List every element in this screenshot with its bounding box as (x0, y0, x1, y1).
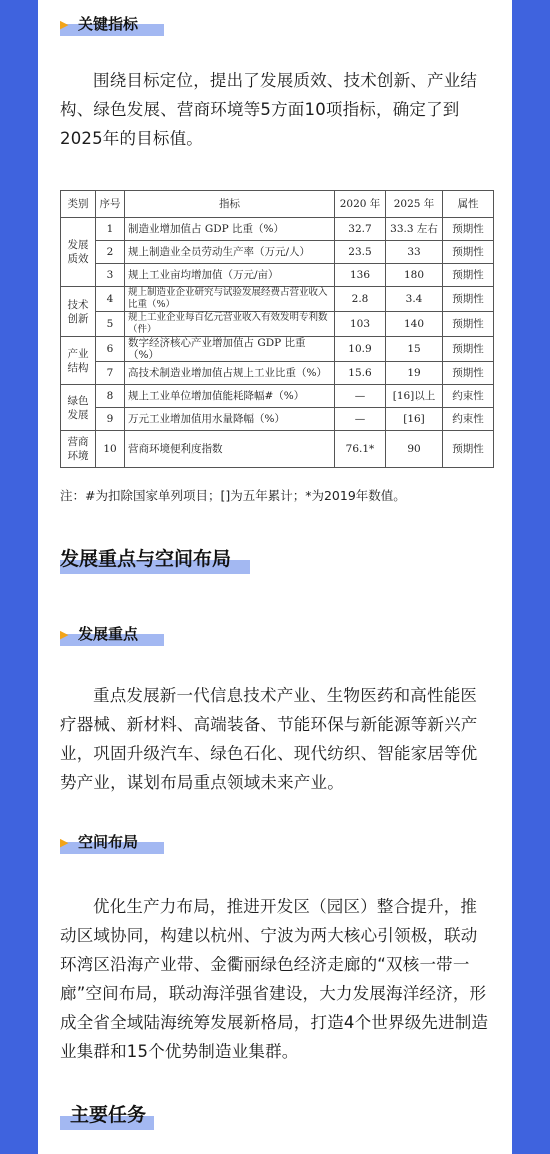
row-2025: 19 (386, 362, 443, 385)
header-category: 类别 (61, 191, 96, 218)
row-2020: — (335, 385, 386, 408)
row-number: 5 (96, 312, 125, 337)
row-2020: 2.8 (335, 287, 386, 312)
row-number: 7 (96, 362, 125, 385)
row-attribute: 预期性 (443, 218, 494, 241)
row-indicator: 万元工业增加值用水量降幅（%） (125, 408, 335, 431)
row-indicator: 规上制造业全员劳动生产率（万元/人） (125, 241, 335, 264)
article-content (38, 0, 512, 1154)
row-attribute: 预期性 (443, 362, 494, 385)
table-row (61, 431, 494, 468)
row-indicator: 营商环境便利度指数 (125, 431, 335, 468)
focus-paragraph: 重点发展新一代信息技术产业、生物医药和高性能医疗器械、新材料、高端装备、节能环保与新能源等新兴产业，巩固升级汽车、绿色石化、现代纺织、智能家居等优势产业，谋划布局重点领域未来产业。 (60, 686, 478, 792)
header-2020: 2020 年 (335, 191, 386, 218)
table-row (61, 264, 494, 287)
row-number: 8 (96, 385, 125, 408)
triangle-arrow-icon: ▶ (60, 836, 69, 849)
category-cell: 营商环境 (61, 431, 96, 468)
row-2020: 23.5 (335, 241, 386, 264)
row-attribute: 预期性 (443, 431, 494, 468)
indicators-table-image (60, 190, 494, 468)
row-attribute: 预期性 (443, 241, 494, 264)
category-cell: 技术创新 (61, 287, 96, 337)
row-2025: 3.4 (386, 287, 443, 312)
category-cell: 发展质效 (61, 218, 96, 287)
table-header-row (61, 191, 494, 218)
row-2025: 140 (386, 312, 443, 337)
row-number: 4 (96, 287, 125, 312)
table-row (61, 408, 494, 431)
table-row (61, 218, 494, 241)
row-number: 2 (96, 241, 125, 264)
row-attribute: 预期性 (443, 337, 494, 362)
table-row (61, 337, 494, 362)
row-indicator: 规上工业亩均增加值（万元/亩） (125, 264, 335, 287)
left-blue-border (0, 0, 38, 1154)
row-2025: 33 (386, 241, 443, 264)
row-2020: 15.6 (335, 362, 386, 385)
row-indicator: 规上工业单位增加值能耗降幅#（%） (125, 385, 335, 408)
row-2025: 90 (386, 431, 443, 468)
row-attribute: 约束性 (443, 408, 494, 431)
table-note: 注：#为扣除国家单列项目；[]为五年累计；*为2019年数值。 (60, 488, 406, 503)
row-2020: 32.7 (335, 218, 386, 241)
row-2025: [16]以上 (386, 385, 443, 408)
row-attribute: 预期性 (443, 287, 494, 312)
header-2025: 2025 年 (386, 191, 443, 218)
spatial-paragraph: 优化生产力布局，推进开发区（园区）整合提升，推动区域协同，构建以杭州、宁波为两大核心引领极，联动环湾区沿海产业带、金衢丽绿色经济走廊的“双核一带一廊”空间布局，联动海洋强省建设，大力发展海洋经济，形成全省全域陆海统筹发展新格局，打造4个世界级先进制造业集群和15个优势制造业集群。 (60, 897, 489, 1061)
table-row (61, 287, 494, 312)
indicators-table (60, 190, 494, 468)
header-indicator: 指标 (125, 191, 335, 218)
row-number: 10 (96, 431, 125, 468)
heading-text: 主要任务 (70, 1104, 147, 1126)
triangle-arrow-icon: ▶ (60, 18, 69, 31)
heading-text: 关键指标 (78, 15, 139, 33)
row-number: 6 (96, 337, 125, 362)
heading-text: 发展重点与空间布局 (60, 548, 232, 570)
row-2025: 33.3 左右 (386, 218, 443, 241)
heading-text: 空间布局 (78, 833, 139, 851)
row-attribute: 预期性 (443, 264, 494, 287)
category-cell: 绿色发展 (61, 385, 96, 431)
row-number: 3 (96, 264, 125, 287)
table-row (61, 241, 494, 264)
row-indicator: 制造业增加值占 GDP 比重（%） (125, 218, 335, 241)
row-2020: — (335, 408, 386, 431)
row-attribute: 预期性 (443, 312, 494, 337)
row-2020: 76.1* (335, 431, 386, 468)
row-indicator: 规上工业企业每百亿元营业收入有效发明专利数（件） (125, 312, 335, 337)
row-2020: 103 (335, 312, 386, 337)
row-2020: 10.9 (335, 337, 386, 362)
triangle-arrow-icon: ▶ (60, 628, 69, 641)
row-2025: [16] (386, 408, 443, 431)
table-row (61, 362, 494, 385)
table-row (61, 312, 494, 337)
row-2025: 15 (386, 337, 443, 362)
row-indicator: 数字经济核心产业增加值占 GDP 比重（%） (125, 337, 335, 362)
row-indicator: 高技术制造业增加值占规上工业比重（%） (125, 362, 335, 385)
right-blue-border (512, 0, 550, 1154)
row-attribute: 约束性 (443, 385, 494, 408)
table-row (61, 385, 494, 408)
key-indicators-paragraph: 围绕目标定位，提出了发展质效、技术创新、产业结构、绿色发展、营商环境等5方面10项指标，确定了到2025年的目标值。 (60, 71, 478, 148)
header-number: 序号 (96, 191, 125, 218)
row-indicator: 规上制造业企业研究与试验发展经费占营业收入比重（%） (125, 287, 335, 312)
header-attribute: 属性 (443, 191, 494, 218)
row-number: 1 (96, 218, 125, 241)
row-2020: 136 (335, 264, 386, 287)
category-cell: 产业结构 (61, 337, 96, 385)
row-number: 9 (96, 408, 125, 431)
heading-text: 发展重点 (78, 625, 139, 643)
row-2025: 180 (386, 264, 443, 287)
